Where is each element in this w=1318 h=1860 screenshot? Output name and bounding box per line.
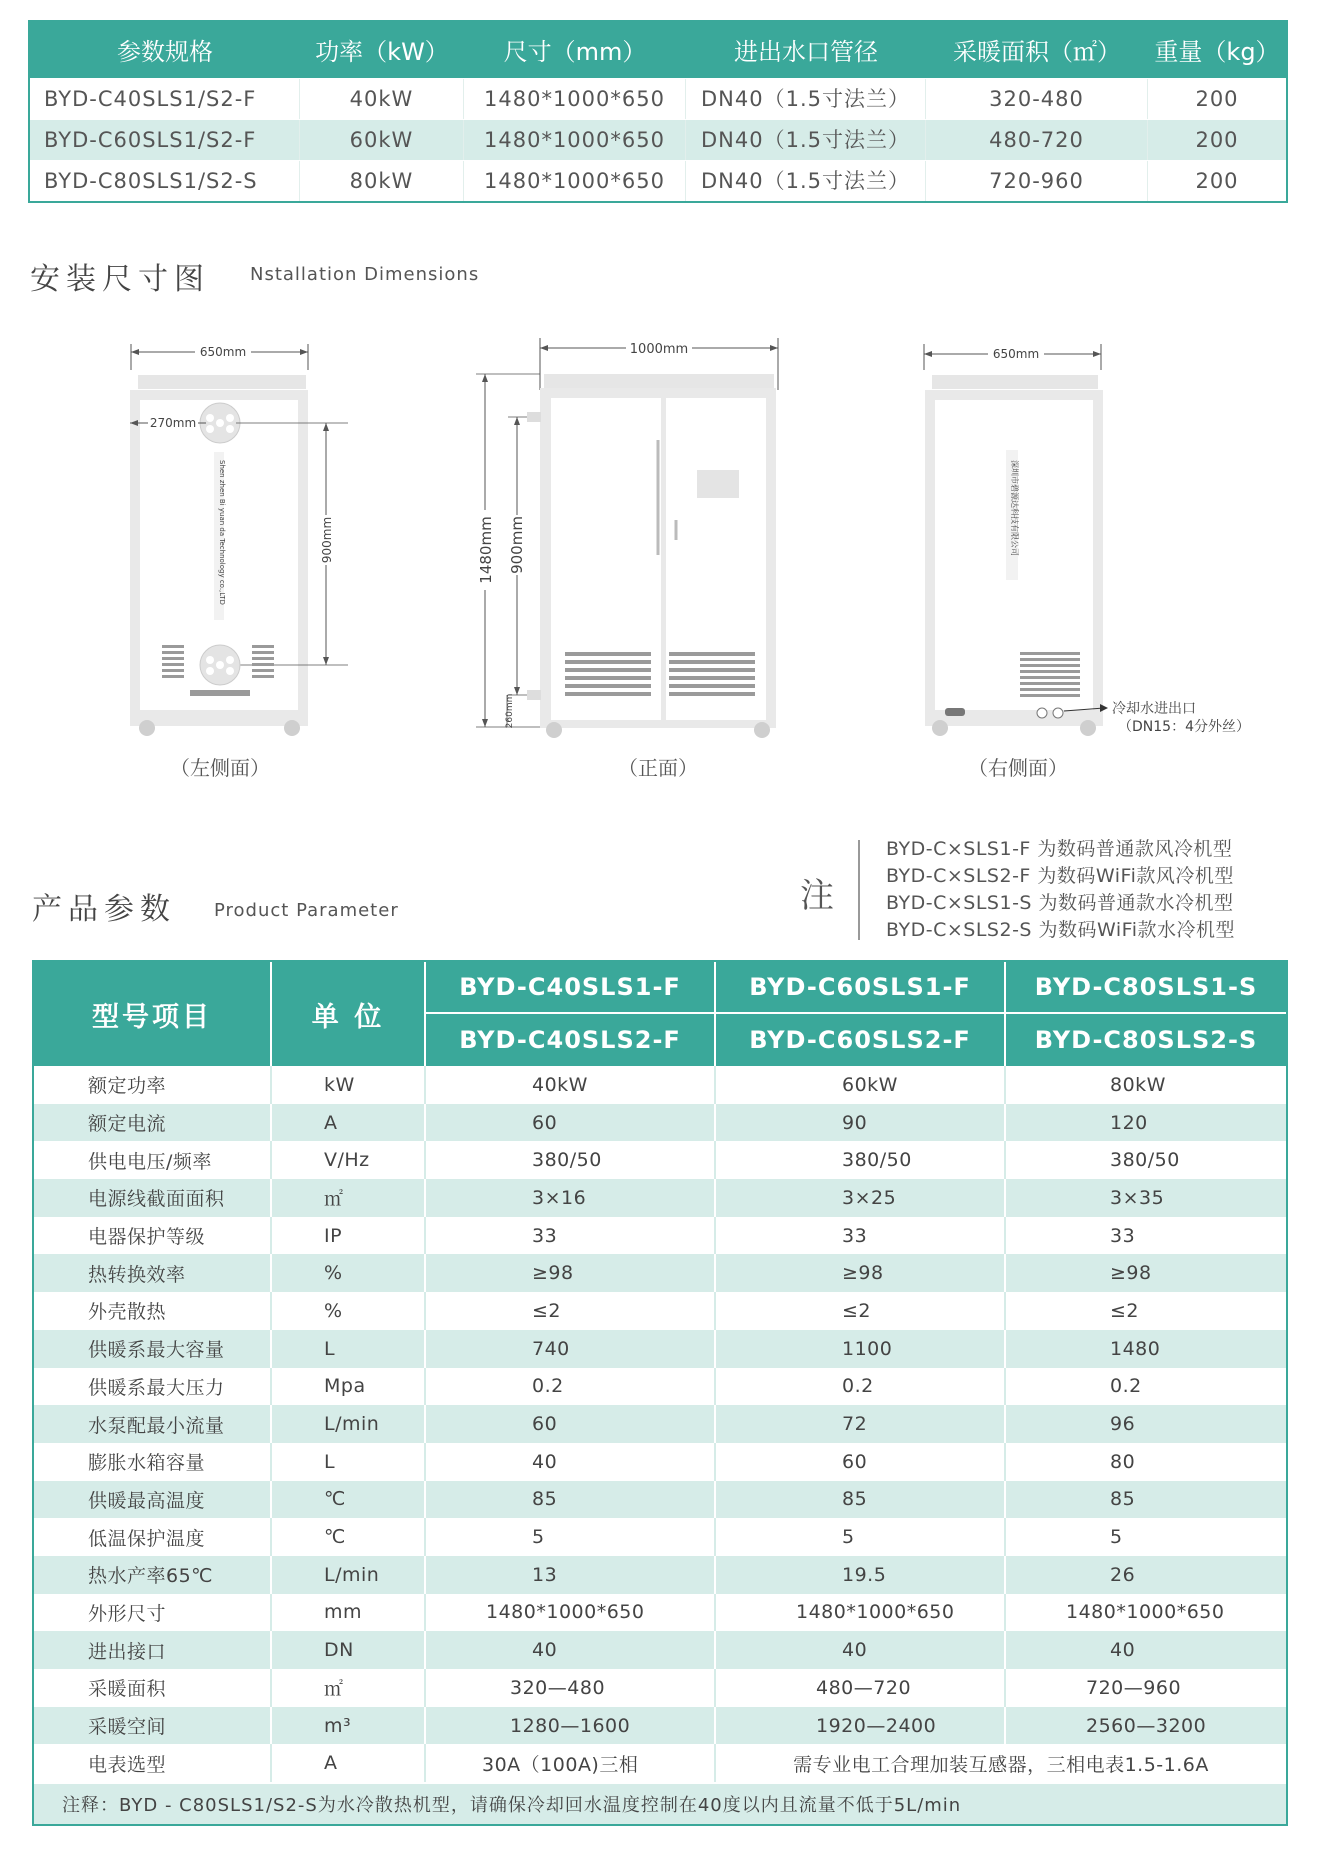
table-row (34, 1179, 1286, 1217)
note-line: BYD-C×SLS1-F 为数码普通款风冷机型 (886, 838, 1233, 860)
param-value: 120 (1110, 1111, 1148, 1134)
param-item: 外壳散热 (34, 1292, 272, 1330)
left-height-label: 900mm (320, 516, 334, 564)
install-title: 安装尺寸图 (30, 262, 210, 297)
spec-table (28, 20, 1288, 203)
table-row (34, 1104, 1286, 1142)
param-unit: L (272, 1443, 426, 1481)
table-cell: BYD-C40SLS1/S2-F (30, 79, 300, 119)
param-unit: IP (272, 1217, 426, 1255)
header-models (426, 962, 1286, 1066)
table-cell: DN40（1.5寸法兰） (686, 161, 926, 201)
param-value: 60 (426, 1104, 716, 1142)
table-row (34, 1254, 1286, 1292)
param-value: 0.2 (716, 1368, 1006, 1406)
param-unit: % (272, 1292, 426, 1330)
note-list (886, 836, 1235, 944)
header-models-row (426, 1014, 1286, 1066)
param-item: 外形尺寸 (34, 1594, 272, 1632)
param-value: ≥98 (1110, 1262, 1152, 1285)
param-unit: ℃ (272, 1481, 426, 1519)
table-row (30, 78, 1286, 119)
param-unit: mm (272, 1594, 426, 1632)
left-vertical-text: Shen zhen Bi yuan da Technology co.,LTD (218, 460, 226, 605)
model-name: BYD-C40SLS2-F (426, 1014, 716, 1066)
param-value: 96 (1110, 1413, 1136, 1436)
spec-header-cell: 尺寸（mm） (503, 37, 647, 66)
param-value: 1480 (1110, 1337, 1161, 1360)
table-cell: 80kW (300, 161, 464, 201)
product-subtitle: Product Parameter (214, 900, 399, 921)
front-base-label: 260mm (505, 693, 515, 729)
table-cell: DN40（1.5寸法兰） (686, 120, 926, 160)
outlet-note-line2: （DN15：4分外丝） (1118, 719, 1250, 735)
param-value: ≥98 (426, 1254, 716, 1292)
param-value: 30A（100A)三相 (426, 1744, 716, 1782)
table-cell: 720-960 (926, 161, 1148, 201)
param-item: 供电电压/频率 (34, 1141, 272, 1179)
header-unit: 单 位 (272, 962, 426, 1066)
param-unit: V/Hz (272, 1141, 426, 1179)
param-value: 72 (716, 1405, 1006, 1443)
param-item: 采暖面积 (34, 1669, 272, 1707)
param-value: 40 (426, 1443, 716, 1481)
param-value: 40 (716, 1631, 1006, 1669)
left-width-label: 650mm (199, 345, 247, 359)
param-value: 320—480 (426, 1669, 716, 1707)
param-item: 供暖系最大压力 (34, 1368, 272, 1406)
param-item: 低温保护温度 (34, 1518, 272, 1556)
header-models-row (426, 962, 1286, 1014)
param-value: 380/50 (1110, 1149, 1180, 1172)
model-name: BYD-C80SLS2-S (1034, 1026, 1258, 1054)
note-line: BYD-C×SLS2-F 为数码WiFi款风冷机型 (886, 865, 1234, 887)
param-unit: kW (272, 1066, 426, 1104)
param-item: 电器保护等级 (34, 1217, 272, 1255)
left-view-label: （左侧面） (170, 756, 270, 780)
front-height-label: 900mm (508, 516, 526, 574)
param-unit: Mpa (272, 1368, 426, 1406)
param-value: 380/50 (426, 1141, 716, 1179)
param-value: 26 (1110, 1563, 1136, 1586)
param-value: 740 (426, 1330, 716, 1368)
param-unit: L (272, 1330, 426, 1368)
spec-header-cell: 功率（kW） (315, 37, 449, 66)
table-row (30, 160, 1286, 201)
param-value: 33 (426, 1217, 716, 1255)
param-unit: L/min (272, 1556, 426, 1594)
spec-header-cell: 采暖面积（㎡） (953, 37, 1121, 66)
spec-header-cell: 进出水口管径 (734, 37, 878, 66)
param-unit: A (272, 1104, 426, 1142)
table-row (34, 1481, 1286, 1519)
right-vertical-text: 深圳市碧源达科技有限公司 (1010, 460, 1019, 556)
param-value: 5 (426, 1518, 716, 1556)
outlet-note-line1: 冷却水进出口 (1112, 701, 1196, 717)
front-total-height-label: 1480mm (477, 516, 495, 584)
param-item: 供暖系最大容量 (34, 1330, 272, 1368)
right-view-label: （右侧面） (968, 756, 1068, 780)
install-subtitle: Nstallation Dimensions (250, 264, 480, 285)
parameter-table (32, 960, 1288, 1826)
param-item: 水泵配最小流量 (34, 1405, 272, 1443)
spec-header-cell: 参数规格 (117, 37, 213, 66)
table-row (34, 1631, 1286, 1669)
param-value: 85 (1110, 1488, 1136, 1511)
param-unit: ㎡ (272, 1669, 426, 1707)
table-row (34, 1443, 1286, 1481)
param-unit: m³ (272, 1707, 426, 1745)
param-item: 电源线截面面积 (34, 1179, 272, 1217)
param-value: 40 (426, 1631, 716, 1669)
param-value: 3×16 (426, 1179, 716, 1217)
param-value: 480—720 (716, 1669, 1006, 1707)
product-title: 产品参数 (32, 892, 176, 927)
param-value: 33 (1110, 1224, 1136, 1247)
table-row (34, 1594, 1286, 1632)
right-side-view (924, 344, 1108, 736)
table-cell: BYD-C60SLS1/S2-F (30, 120, 300, 160)
param-value: 0.2 (426, 1368, 716, 1406)
front-width-label: 1000mm (629, 342, 689, 357)
model-name: BYD-C60SLS1-F (716, 962, 1006, 1012)
param-value: 1920—2400 (716, 1707, 1006, 1745)
front-view (475, 338, 778, 738)
note-mark: 注 (800, 876, 834, 916)
param-value: 1480*1000*650 (1066, 1601, 1225, 1624)
spec-header-cell: 重量（kg） (1154, 37, 1280, 66)
table-row (34, 1330, 1286, 1368)
param-item: 热水产率65℃ (34, 1556, 272, 1594)
param-value: 60 (716, 1443, 1006, 1481)
note-divider (858, 840, 860, 940)
left-side-view (130, 344, 348, 736)
param-item: 额定电流 (34, 1104, 272, 1142)
model-name: BYD-C80SLS1-S (1034, 973, 1258, 1001)
param-unit: ㎡ (272, 1179, 426, 1217)
param-value: 需专业电工合理加装互感器，三相电表1.5-1.6A (793, 1753, 1209, 1776)
param-unit: % (272, 1254, 426, 1292)
param-value: ≤2 (426, 1292, 716, 1330)
param-value: 5 (1110, 1526, 1123, 1549)
left-offset-label: 270mm (149, 416, 197, 430)
param-value: 1480*1000*650 (426, 1594, 716, 1632)
param-item: 额定功率 (34, 1066, 272, 1104)
outlet-note (1112, 700, 1250, 736)
table-row (34, 1217, 1286, 1255)
note-line: BYD-C×SLS1-S 为数码普通款水冷机型 (886, 892, 1234, 914)
param-value: 3×25 (716, 1179, 1006, 1217)
param-value: ≥98 (716, 1254, 1006, 1292)
param-value: 33 (716, 1217, 1006, 1255)
table-row (34, 1518, 1286, 1556)
param-value: 85 (716, 1481, 1006, 1519)
table-cell: 60kW (300, 120, 464, 160)
param-value: 2560—3200 (1086, 1714, 1207, 1737)
param-unit: L/min (272, 1405, 426, 1443)
param-unit: DN (272, 1631, 426, 1669)
parameter-table-header (34, 962, 1286, 1066)
spec-table-body (30, 78, 1286, 201)
param-unit: ℃ (272, 1518, 426, 1556)
installation-diagrams (0, 330, 1318, 750)
param-value: 85 (426, 1481, 716, 1519)
param-value: 90 (716, 1104, 1006, 1142)
param-item: 电表选型 (34, 1744, 272, 1782)
param-value: 60 (426, 1405, 716, 1443)
front-view-label: （正面） (618, 756, 698, 780)
table-row (34, 1405, 1286, 1443)
table-cell: 1480*1000*650 (464, 161, 686, 201)
param-value: ≤2 (1110, 1299, 1140, 1322)
table-row (30, 119, 1286, 160)
param-value: 1100 (716, 1330, 1006, 1368)
param-value: 1280—1600 (426, 1707, 716, 1745)
table-row (34, 1292, 1286, 1330)
param-value: 0.2 (1110, 1375, 1142, 1398)
table-footnote: 注释：BYD - C80SLS1/S2-S为水冷散热机型，请确保冷却回水温度控制在40度以内且流量不低于5L/min (34, 1782, 1286, 1824)
table-cell: 200 (1195, 169, 1239, 193)
param-value: ≤2 (716, 1292, 1006, 1330)
table-cell: DN40（1.5寸法兰） (686, 79, 926, 119)
param-item: 热转换效率 (34, 1254, 272, 1292)
param-value: 60kW (716, 1066, 1006, 1104)
table-row (34, 1744, 1286, 1782)
table-cell: 200 (1195, 87, 1239, 111)
table-row (34, 1669, 1286, 1707)
header-item: 型号项目 (34, 962, 272, 1066)
table-row (34, 1707, 1286, 1745)
table-cell: 200 (1195, 128, 1239, 152)
param-item: 采暖空间 (34, 1707, 272, 1745)
param-value: 380/50 (716, 1141, 1006, 1179)
param-value: 80kW (1110, 1073, 1166, 1096)
param-item: 膨胀水箱容量 (34, 1443, 272, 1481)
table-row (34, 1368, 1286, 1406)
param-value: 80 (1110, 1450, 1136, 1473)
table-cell: 480-720 (926, 120, 1148, 160)
note-line: BYD-C×SLS2-S 为数码WiFi款水冷机型 (886, 919, 1235, 941)
param-value: 720—960 (1086, 1676, 1182, 1699)
table-cell: 1480*1000*650 (464, 120, 686, 160)
param-value: 3×35 (1110, 1186, 1165, 1209)
param-value: 13 (426, 1556, 716, 1594)
table-cell: BYD-C80SLS1/S2-S (30, 161, 300, 201)
table-cell: 40kW (300, 79, 464, 119)
param-value: 5 (716, 1518, 1006, 1556)
table-cell: 320-480 (926, 79, 1148, 119)
param-unit: A (272, 1744, 426, 1782)
param-value: 19.5 (716, 1556, 1006, 1594)
param-item: 供暖最高温度 (34, 1481, 272, 1519)
table-row (34, 1556, 1286, 1594)
table-cell: 1480*1000*650 (464, 79, 686, 119)
param-item: 进出接口 (34, 1631, 272, 1669)
param-value: 1480*1000*650 (716, 1594, 1006, 1632)
right-width-label: 650mm (992, 347, 1040, 361)
spec-table-header (30, 20, 1286, 78)
model-name: BYD-C60SLS2-F (716, 1014, 1006, 1066)
table-row (34, 1066, 1286, 1104)
param-value: 40kW (426, 1066, 716, 1104)
param-value: 40 (1110, 1639, 1136, 1662)
model-name: BYD-C40SLS1-F (426, 962, 716, 1012)
table-row (34, 1141, 1286, 1179)
parameter-table-body (34, 1066, 1286, 1782)
